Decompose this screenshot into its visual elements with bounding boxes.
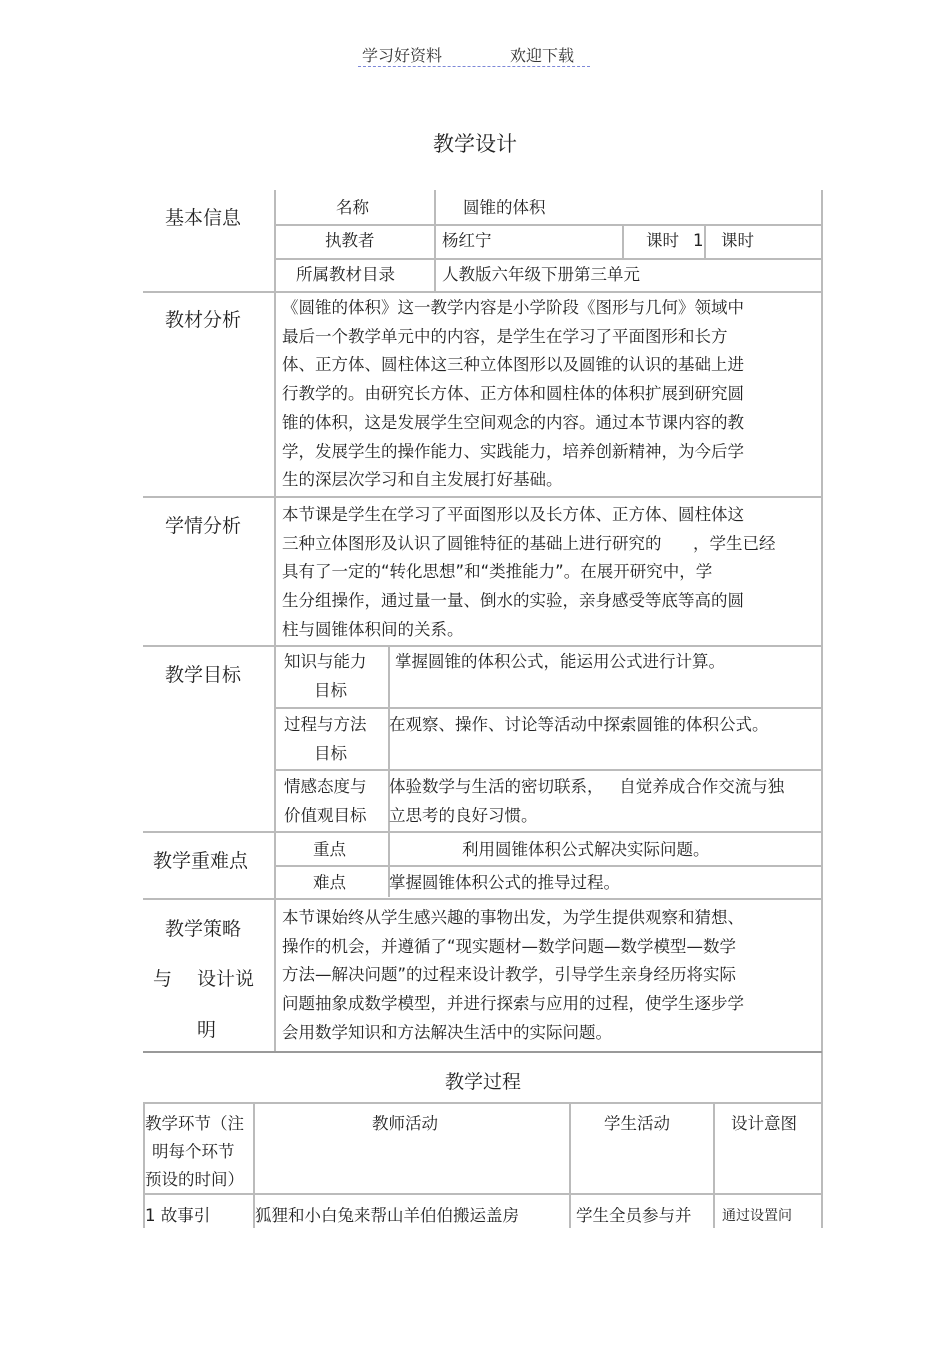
strategy-text [282, 904, 744, 1048]
material-analysis-text [282, 294, 744, 495]
text-line: 柱与圆锥体积间的关系。 [282, 619, 464, 639]
text-line: 方法—解决问题”的过程来设计教学，引导学生亲身经历将实际 [282, 965, 737, 985]
text-line: 行教学的。由研究长方体、正方体和圆柱体的体积扩展到研究圆 [282, 384, 744, 404]
process-col-header: 教学环节（注 [145, 1114, 244, 1133]
period-label: 课时 [646, 231, 679, 250]
grid-line [569, 1102, 571, 1228]
teaching-goals-label: 教学目标 [165, 664, 242, 686]
text-line: 生的深层次学习和自主发展打好基础。 [282, 470, 563, 490]
goal-text: 在观察、操作、讨论等活动中探索圆锥的体积公式。 [389, 715, 769, 734]
process-row-cell: 1 故事引 [145, 1206, 211, 1225]
text-line: 三种立体图形及认识了圆锥特征的基础上进行研究的 ，学生已经 [282, 533, 776, 553]
goal-text: 立思考的良好习惯。 [389, 806, 538, 825]
teacher-value: 杨红宁 [442, 231, 492, 250]
process-title: 教学过程 [444, 1071, 521, 1093]
grid-line [143, 831, 822, 833]
name-label: 名称 [336, 198, 369, 217]
grid-line [274, 769, 822, 771]
grid-line [143, 291, 822, 293]
grid-line [274, 258, 822, 260]
material-analysis-label: 教材分析 [165, 309, 242, 331]
catalog-value: 人教版六年级下册第三单元 [442, 265, 640, 284]
process-col-header: 教师活动 [372, 1114, 438, 1133]
process-col-header: 设计意图 [731, 1114, 797, 1133]
difficulty-label: 难点 [313, 873, 346, 892]
strategy-label: 设计说 [197, 968, 255, 990]
grid-line [274, 224, 822, 226]
grid-line [388, 645, 390, 897]
basic-info-label: 基本信息 [165, 207, 242, 229]
goal-category: 价值观目标 [284, 806, 367, 825]
grid-line [274, 707, 822, 709]
goal-category: 目标 [314, 744, 347, 763]
grid-line [143, 898, 822, 900]
goal-category: 目标 [314, 681, 347, 700]
text-line: 具有了一定的“转化思想”和“类推能力”。在展开研究中，学 [282, 562, 713, 582]
process-row-cell: 学生全员参与并 [576, 1206, 692, 1225]
grid-line [622, 224, 624, 258]
grid-line [274, 865, 822, 867]
process-row-cell: 通过设置问 [722, 1208, 792, 1224]
difficulty-text: 掌握圆锥体积公式的推导过程。 [389, 873, 620, 892]
grid-line [143, 1102, 822, 1104]
process-col-header: 预设的时间） [145, 1170, 244, 1189]
grid-line [704, 224, 706, 258]
goal-text: 掌握圆锥的体积公式，能运用公式进行计算。 [395, 652, 725, 671]
name-value: 圆锥的体积 [463, 198, 546, 217]
text-line: 本节课是学生在学习了平面图形以及长方体、正方体、圆柱体这 [282, 505, 744, 524]
grid-line [143, 645, 822, 647]
text-line: 体、正方体、圆柱体这三种立体图形以及圆锥的认识的基础上进 [282, 355, 744, 375]
grid-line [143, 496, 822, 498]
header-right-text: 欢迎下载 [510, 46, 575, 65]
page-header [358, 40, 590, 67]
process-row-cell: 狐狸和小白兔来帮山羊伯伯搬运盖房 [255, 1206, 519, 1225]
grid-line [143, 1193, 822, 1195]
text-line: 学，发展学生的操作能力、实践能力，培养创新精神，为今后学 [282, 441, 744, 461]
text-line: 问题抽象成数学模型，并进行探索与应用的过程，使学生逐步学 [282, 994, 744, 1014]
period-value: 1 [693, 231, 704, 250]
text-line: 会用数学知识和方法解决生活中的实际问题。 [282, 1022, 612, 1042]
student-analysis-label: 学情分析 [165, 515, 242, 537]
text-line: 锥的体积，这是发展学生空间观念的内容。通过本节课内容的教 [282, 412, 744, 432]
strategy-label: 明 [197, 1019, 217, 1041]
goal-category: 情感态度与 [284, 777, 367, 796]
text-line: 《圆锥的体积》这一教学内容是小学阶段《图形与几何》领域中 [282, 298, 744, 317]
goal-category: 过程与方法 [284, 715, 367, 734]
process-col-header: 明每个环节 [152, 1142, 235, 1161]
student-analysis-text [282, 501, 775, 645]
strategy-label: 教学策略 [165, 918, 242, 940]
goal-text: 体验数学与生活的密切联系， 自觉养成合作交流与独 [389, 777, 785, 796]
text-line: 生分组操作，通过量一量、倒水的实验，亲身感受等底等高的圆 [282, 591, 744, 611]
grid-line [434, 190, 436, 292]
text-line: 最后一个教学单元中的内容，是学生在学习了平面图形和长方 [282, 326, 728, 346]
grid-line [713, 1102, 715, 1228]
text-line: 本节课始终从学生感兴趣的事物出发，为学生提供观察和猜想、 [282, 908, 744, 927]
grid-line [143, 1051, 822, 1053]
document-title: 教学设计 [433, 132, 517, 156]
key-difficult-points-label: 教学重难点 [153, 850, 249, 872]
teacher-label: 执教者 [325, 231, 375, 250]
focus-text: 利用圆锥体积公式解决实际问题。 [462, 840, 710, 859]
header-left-text: 学习好资料 [362, 46, 443, 65]
label-column-divider [274, 190, 276, 1053]
strategy-label: 与 [153, 968, 173, 990]
goal-category: 知识与能力 [284, 652, 367, 671]
period-unit: 课时 [721, 231, 754, 250]
catalog-label: 所属教材目录 [296, 265, 395, 284]
process-col-header: 学生活动 [604, 1114, 670, 1133]
focus-label: 重点 [313, 840, 346, 859]
text-line: 操作的机会，并遵循了“现实题材—数学问题—数学模型—数学 [282, 936, 737, 956]
